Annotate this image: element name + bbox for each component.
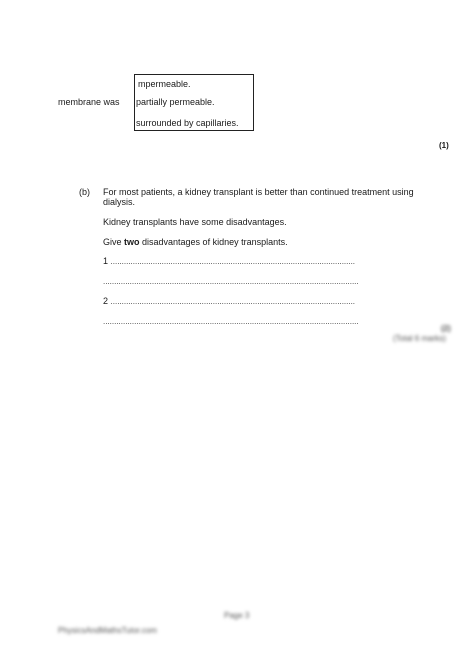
answer-line-1[interactable] — [103, 256, 355, 266]
question-stem: membrane was — [58, 97, 120, 107]
answer-line-2b[interactable] — [103, 316, 359, 326]
instruction — [103, 237, 288, 247]
option-surrounded-capillaries[interactable]: surrounded by capillaries. — [136, 118, 239, 128]
statement: Kidney transplants have some disadvantages. — [103, 217, 287, 227]
instruction-post: disadvantages of kidney transplants. — [139, 237, 288, 247]
instruction-bold: two — [124, 237, 140, 247]
answer-number-1: 1 — [103, 256, 109, 266]
intro-line-1: For most patients, a kidney transplant is better than continued treatment using — [103, 187, 414, 197]
option-partially-permeable[interactable]: partially permeable. — [136, 97, 215, 107]
answer-dots-1b: ................................................................................................................... — [103, 277, 359, 286]
option-impermeable[interactable]: mpermeable. — [138, 79, 191, 89]
answer-dots-2: .............................................................................................................. — [110, 297, 356, 306]
instruction-pre: Give — [103, 237, 125, 247]
watermark: PhysicsAndMathsTutor.com — [58, 626, 157, 635]
answer-dots-2b: ................................................................................................................... — [103, 317, 359, 326]
marks-b: (2) — [441, 324, 451, 333]
answer-line-1b[interactable] — [103, 276, 359, 286]
marks-a: (1) — [439, 141, 449, 150]
part-b-label: (b) — [79, 187, 90, 197]
answer-line-2[interactable] — [103, 296, 355, 306]
page-number: Page 3 — [224, 611, 250, 620]
answer-dots-1: .............................................................................................................. — [110, 257, 356, 266]
intro-line-2: dialysis. — [103, 197, 136, 207]
answer-number-2: 2 — [103, 296, 109, 306]
total-marks: (Total 6 marks) — [393, 334, 446, 343]
